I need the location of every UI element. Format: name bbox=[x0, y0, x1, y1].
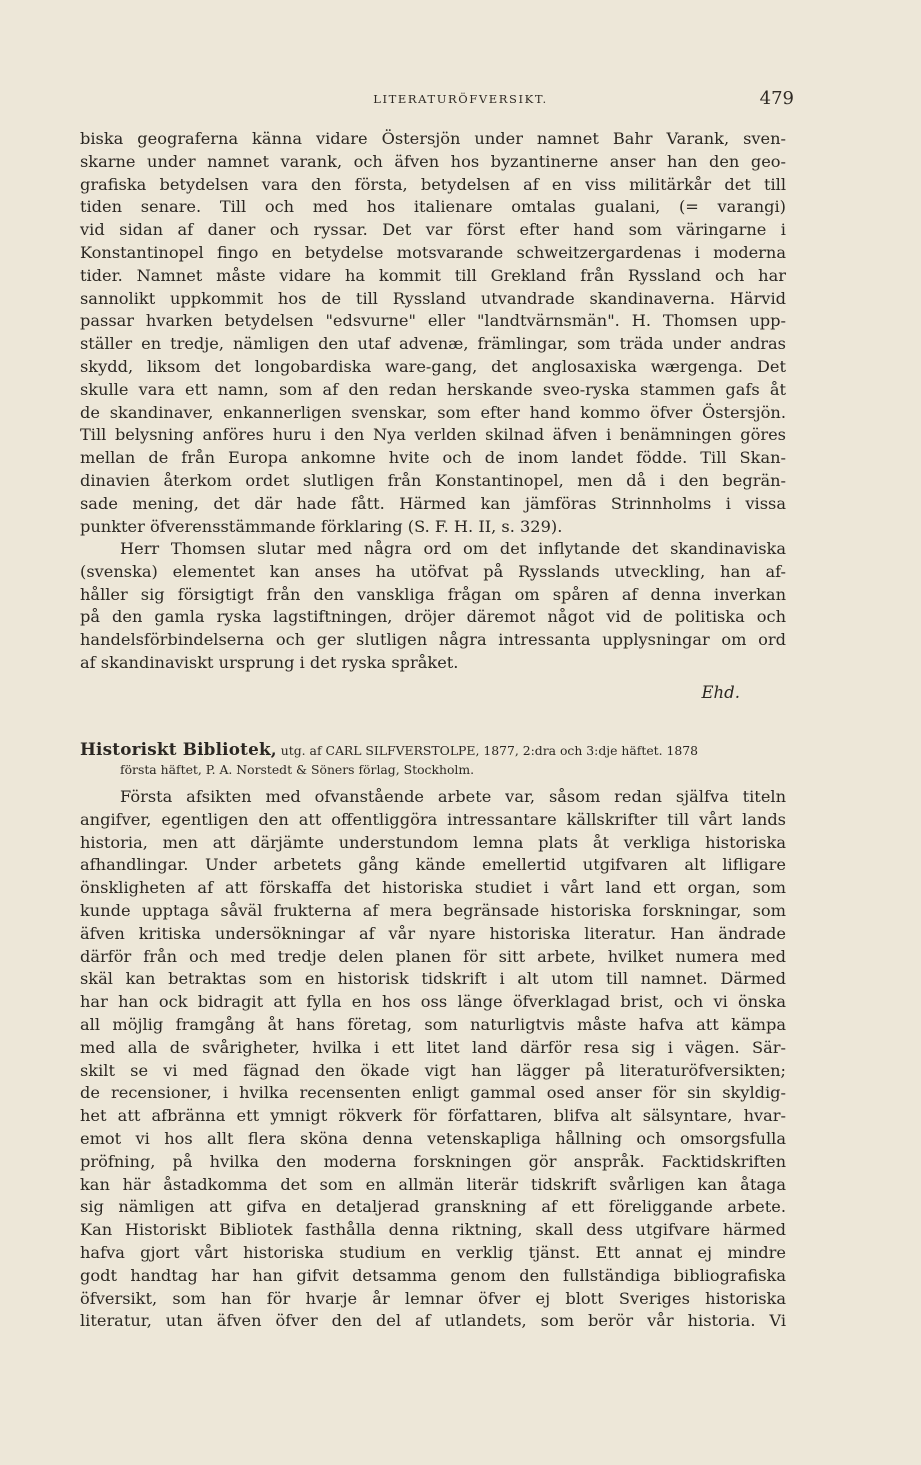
text-line: punkter öfverensstämmande förklaring (S. F. H. II, s. 329). bbox=[80, 516, 563, 536]
text-line: tider. Namnet måste vidare ha kommit till Grekland från Ryssland och har bbox=[80, 265, 786, 285]
text-line: Första afsikten med ofvanstående arbete var, såsom redan själfva titeln bbox=[120, 787, 786, 806]
text-line: därför från och med tredje delen planen för sitt arbete, hvilket numera med bbox=[80, 946, 786, 966]
text-line: grafiska betydelsen vara den första, betydelsen af en viss militärkår det till bbox=[80, 174, 786, 194]
text-line: literatur, utan äfven öfver den del af utlandets, som berör vår historia. Vi bbox=[80, 1311, 786, 1331]
text-line: godt handtag har han gifvit detsamma genom den fullständiga bibliografiska bbox=[80, 1265, 786, 1285]
text-line: önskligheten af att förskaffa det historiska studiet i vårt land ett organ, som bbox=[80, 878, 786, 898]
text-line: kunde upptaga såväl frukterna af mera begränsade historiska forskningar, som bbox=[80, 900, 786, 920]
text-line: de recensioner, i hvilka recensenten enligt gammal osed anser för sin skyldig- bbox=[80, 1083, 786, 1103]
text-line: öfversikt, som han för hvarje år lemnar öfver ej blott Sveriges historiska bbox=[80, 1288, 786, 1308]
text-line: Till belysning anföres huru i den Nya verlden skilnad äfven i benämningen göres bbox=[80, 425, 786, 445]
paragraph-varangians bbox=[80, 128, 786, 538]
text-line: afhandlingar. Under arbetets gång kände emellertid utgifvaren alt lifligare bbox=[80, 855, 786, 875]
text-line: på den gamla ryska lagstiftningen, dröjer däremot något vid de politiska och bbox=[80, 607, 786, 627]
running-title: LITERATURÖFVERSIKT. bbox=[373, 92, 548, 106]
author-signature: Ehd. bbox=[701, 683, 740, 702]
text-line: Herr Thomsen slutar med några ord om det inflytande det skandinaviska bbox=[120, 539, 786, 558]
text-line: mellan de från Europa ankomne hvite och de inom landet födde. Till Skan- bbox=[80, 448, 786, 468]
text-line: Kan Historiskt Bibliotek fasthålla denna riktning, skall dess utgifvare härmed bbox=[80, 1220, 786, 1240]
review-title: Historiskt Bibliotek, bbox=[80, 739, 277, 759]
text-line: hafva gjort vårt historiska studium en verklig tjänst. Ett annat ej mindre bbox=[80, 1242, 786, 1262]
text-line: dinavien återkom ordet slutligen från Konstantinopel, men då i den begrän- bbox=[80, 470, 786, 490]
text-line: angifver, egentligen den att offentliggöra intressantare källskrifter till vårt lands bbox=[80, 809, 786, 829]
text-line: äfven kritiska undersökningar af vår nyare historiska literatur. Han ändrade bbox=[80, 923, 786, 943]
text-line: sade mening, det där hade fått. Härmed kan jämföras Strinnholms i vissa bbox=[80, 493, 786, 513]
text-line: de skandinaver, enkannerligen svenskar, som efter hand kommo öfver Östersjön. bbox=[80, 402, 786, 422]
text-line: passar hvarken betydelsen "edsvurne" eller "landtvärnsmän". H. Thomsen upp- bbox=[80, 311, 786, 331]
text-line: het att afbränna ett ymnigt rökverk för författaren, blifva alt sälsyntare, hvar- bbox=[80, 1106, 786, 1126]
text-line: vid sidan af daner och ryssar. Det var först efter hand som väringarne i bbox=[80, 220, 786, 240]
text-line: skilt se vi med fägnad den ökade vigt han lägger på literaturöfversikten; bbox=[80, 1060, 786, 1080]
text-line: håller sig försigtigt från den vanskliga frågan om spåren af denna inverkan bbox=[80, 584, 786, 604]
text-line: sig nämligen att gifva en detaljerad granskning af ett föreliggande arbete. bbox=[80, 1197, 786, 1217]
text-line: kan här åstadkomma det som en allmän literär tidskrift svårligen kan åtaga bbox=[80, 1174, 786, 1194]
text-line: historia, men att därjämte understundom lemna plats åt verkliga historiska bbox=[80, 832, 786, 852]
text-line: skulle vara ett namn, som af den redan herskande sveo-ryska stammen gafs åt bbox=[80, 379, 786, 399]
text-line: skydd, liksom det longobardiska ware-gang, det anglosaxiska wærgenga. Det bbox=[80, 356, 786, 376]
paragraph-thomsen-conclusion bbox=[80, 538, 786, 675]
text-line: (svenska) elementet kan anses ha utöfvat på Rysslands utveckling, han af- bbox=[80, 561, 786, 581]
text-line: emot vi hos allt flera sköna denna vetenskapliga hållning och omsorgsfulla bbox=[80, 1128, 786, 1148]
text-line: all möjlig framgång åt hans företag, som naturligtvis måste hafva att kämpa bbox=[80, 1014, 786, 1034]
text-line: Konstantinopel fingo en betydelse motsvarande schweitzergardenas i moderna bbox=[80, 242, 786, 262]
paragraph-review bbox=[80, 786, 786, 1333]
text-line: ställer en tredje, nämligen den utaf advenæ, främlingar, som träda under andras bbox=[80, 334, 786, 354]
text-line: skarne under namnet varank, och äfven hos byzantinerne anser han den geo- bbox=[80, 151, 786, 171]
text-line: tiden senare. Till och med hos italienare omtalas gualani, (= varangi) bbox=[80, 197, 786, 217]
review-publisher-line: första häftet, P. A. Norstedt & Söners förlag, Stockholm. bbox=[120, 762, 475, 777]
review-heading bbox=[80, 738, 800, 762]
text-line: pröfning, på hvilka den moderna forskningen gör anspråk. Facktidskriften bbox=[80, 1151, 786, 1171]
review-publication-info: utg. af CARL SILFVERSTOLPE, 1877, 2:dra och 3:dje häftet. 1878 bbox=[276, 743, 699, 758]
text-line: biska geograferna känna vidare Östersjön under namnet Bahr Varank, sven- bbox=[80, 129, 786, 148]
text-line: med alla de svårigheter, hvilka i ett litet land därför resa sig i vägen. Sär- bbox=[80, 1037, 786, 1057]
text-line: har han ock bidragit att fylla en hos oss länge öfverklagad brist, och vi önska bbox=[80, 992, 786, 1012]
text-line: skäl kan betraktas som en historisk tidskrift i alt utom till namnet. Därmed bbox=[80, 969, 786, 989]
page-number: 479 bbox=[759, 88, 794, 109]
text-line: handelsförbindelserna och ger slutligen några intressanta upplysningar om ord bbox=[80, 630, 786, 650]
text-line: af skandinaviskt ursprung i det ryska språket. bbox=[80, 652, 459, 672]
text-line: sannolikt uppkommit hos de till Ryssland utvandrade skandinaverna. Härvid bbox=[80, 288, 786, 308]
